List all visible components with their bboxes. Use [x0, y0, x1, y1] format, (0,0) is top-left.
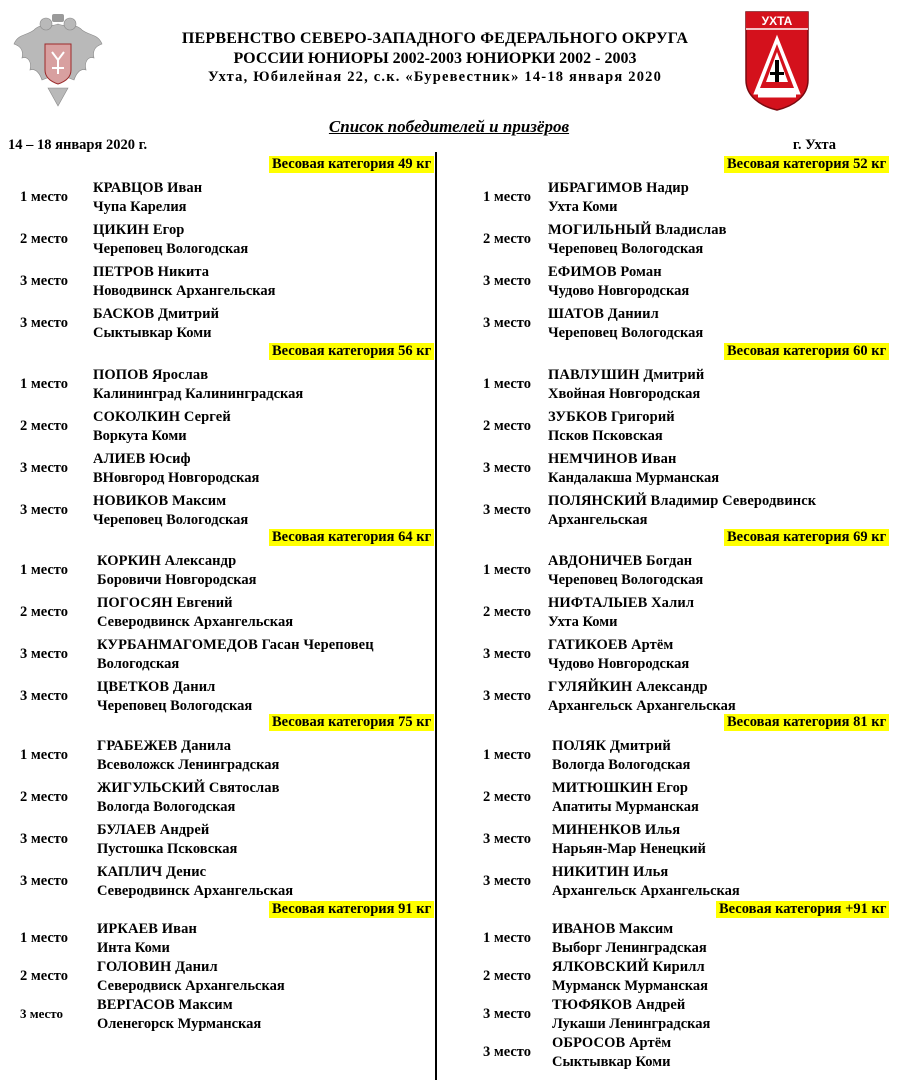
athlete-name: ИРКАЕВ Иван	[97, 921, 197, 937]
athlete-name: ШАТОВ Даниил	[548, 306, 659, 322]
athlete-club: Сыктывкар Коми	[552, 1054, 671, 1070]
place-label: 3 место	[20, 1006, 64, 1021]
place-label: 3 место	[483, 688, 531, 704]
athlete-club: Череповец Вологодская	[93, 512, 249, 528]
weight-category-label: Весовая категория 49 кг	[269, 156, 434, 173]
athlete-club: Череповец Вологодская	[93, 241, 249, 257]
place-label: 3 место	[20, 315, 68, 331]
athlete-club: Нарьян-Мар Ненецкий	[552, 841, 706, 857]
place-label: 3 место	[483, 646, 531, 662]
athlete-name: НИФТАЛЫЕВ Халил	[548, 595, 695, 611]
athlete-name: НЕМЧИНОВ Иван	[548, 451, 677, 467]
place-label: 2 место	[20, 789, 68, 805]
athlete-name: ЕФИМОВ Роман	[548, 264, 662, 280]
weight-category-label: Весовая категория 75 кг	[269, 714, 434, 731]
place-label: 1 место	[20, 747, 68, 763]
athlete-club: Сыктывкар Коми	[93, 325, 212, 341]
athlete-club: Псков Псковская	[548, 428, 663, 444]
athlete-club: Северодвиск Архангельская	[97, 978, 285, 994]
athlete-club: Череповец Вологодская	[548, 241, 704, 257]
place-label: 2 место	[20, 231, 68, 247]
athlete-name: КРАВЦОВ Иван	[93, 180, 203, 196]
weight-category-label: Весовая категория +91 кг	[716, 901, 889, 918]
athlete-name: НОВИКОВ Максим	[93, 493, 227, 509]
place-label: 3 место	[483, 315, 531, 331]
weight-category-label: Весовая категория 91 кг	[269, 901, 434, 918]
place-label: 2 место	[483, 604, 531, 620]
athlete-name: ЗУБКОВ Григорий	[548, 409, 675, 425]
athlete-name: НИКИТИН Илья	[552, 864, 669, 880]
athlete-name: ПОПОВ Ярослав	[93, 367, 209, 383]
place-label: 3 место	[20, 646, 68, 662]
place-label: 2 место	[483, 789, 531, 805]
athlete-name: ОБРОСОВ Артём	[552, 1035, 672, 1051]
weight-category-label: Весовая категория 64 кг	[269, 529, 434, 546]
athlete-name: ЦВЕТКОВ Данил	[97, 679, 216, 695]
athlete-name: ЯЛКОВСКИЙ Кирилл	[552, 959, 705, 975]
athlete-club: Архангельская	[548, 512, 648, 528]
athlete-name: ТЮФЯКОВ Андрей	[552, 997, 686, 1013]
place-label: 1 место	[20, 189, 68, 205]
athlete-club: Кандалакша Мурманская	[548, 470, 720, 486]
athlete-club: Вологодская	[97, 656, 180, 672]
athlete-club: Вологда Вологодская	[552, 757, 691, 773]
athlete-name: ГАТИКОЕВ Артём	[548, 637, 674, 653]
place-label: 3 место	[483, 460, 531, 476]
athlete-club: Архангельск Архангельская	[552, 883, 740, 899]
athlete-club: Чудово Новгородская	[548, 283, 690, 299]
athlete-name: МИТЮШКИН Егор	[552, 780, 689, 796]
athlete-club: Хвойная Новгородская	[548, 386, 701, 402]
weight-category-label: Весовая категория 81 кг	[724, 714, 889, 731]
athlete-name: МОГИЛЬНЫЙ Владислав	[548, 222, 727, 238]
place-label: 3 место	[483, 1044, 531, 1060]
athlete-name: ГУЛЯЙКИН Александр	[548, 679, 708, 695]
athlete-name: КАПЛИЧ Денис	[97, 864, 207, 880]
athlete-club: Череповец Вологодская	[97, 698, 253, 714]
athlete-club: Северодвинск Архангельская	[97, 883, 294, 899]
athlete-name: СОКОЛКИН Сергей	[93, 409, 231, 425]
place-label: 3 место	[483, 831, 531, 847]
athlete-name: КУРБАНМАГОМЕДОВ Гасан Череповец	[97, 637, 374, 653]
place-label: 3 место	[20, 460, 68, 476]
athlete-name: АЛИЕВ Юсиф	[93, 451, 191, 467]
athlete-name: ИБРАГИМОВ Надир	[548, 180, 689, 196]
athlete-name: ПОЛЯК Дмитрий	[552, 738, 671, 754]
athlete-club: Инта Коми	[97, 940, 170, 956]
place-label: 3 место	[483, 502, 531, 518]
athlete-name: МИНЕНКОВ Илья	[552, 822, 681, 838]
athlete-name: ПЕТРОВ Никита	[93, 264, 210, 280]
column-divider	[435, 152, 437, 1080]
athlete-name: ПОЛЯНСКИЙ Владимир Северодвинск	[548, 493, 817, 509]
athlete-club: Пустошка Псковская	[97, 841, 238, 857]
athlete-name: АВДОНИЧЕВ Богдан	[548, 553, 693, 569]
place-label: 2 место	[483, 231, 531, 247]
place-label: 1 место	[20, 376, 68, 392]
athlete-club: Череповец Вологодская	[548, 325, 704, 341]
athlete-name: ВЕРГАСОВ Максим	[97, 997, 233, 1013]
athlete-club: Выборг Ленинградская	[552, 940, 707, 956]
athlete-club: Воркута Коми	[93, 428, 187, 444]
athlete-club: Ухта Коми	[548, 199, 618, 215]
athlete-club: Боровичи Новгородская	[97, 572, 257, 588]
athlete-name: ГРАБЕЖЕВ Данила	[97, 738, 232, 754]
place-label: 1 место	[20, 930, 68, 946]
place-label: 3 место	[483, 873, 531, 889]
place-label: 1 место	[20, 562, 68, 578]
place-label: 1 место	[483, 376, 531, 392]
athlete-name: ПАВЛУШИН Дмитрий	[548, 367, 705, 383]
athlete-name: БУЛАЕВ Андрей	[97, 822, 210, 838]
athlete-club: Калининград Калининградская	[93, 386, 304, 402]
place-label: 1 место	[483, 189, 531, 205]
athlete-name: КОРКИН Александр	[97, 553, 237, 569]
document-subtitle: Список победителей и призёров	[328, 117, 570, 136]
athlete-name: ИВАНОВ Максим	[552, 921, 674, 937]
place-label: 2 место	[20, 418, 68, 434]
weight-category-label: Весовая категория 52 кг	[724, 156, 889, 173]
weight-category-label: Весовая категория 60 кг	[724, 343, 889, 360]
athlete-club: ВНовгород Новгородская	[93, 470, 260, 486]
place-label: 3 место	[20, 273, 68, 289]
athlete-club: Череповец Вологодская	[548, 572, 704, 588]
place-label: 3 место	[20, 502, 68, 518]
crest-text: УХТА	[761, 14, 793, 28]
event-city: г. Ухта	[792, 137, 836, 153]
place-label: 3 место	[20, 873, 68, 889]
athlete-club: Чупа Карелия	[93, 199, 187, 215]
athlete-club: Новодвинск Архангельская	[93, 283, 276, 299]
athlete-name: ГОЛОВИН Данил	[97, 959, 218, 975]
athlete-name: БАСКОВ Дмитрий	[93, 306, 220, 322]
athlete-name: ЦИКИН Егор	[93, 222, 185, 238]
weight-category-label: Весовая категория 69 кг	[724, 529, 889, 546]
athlete-club: Оленегорск Мурманская	[97, 1016, 262, 1032]
place-label: 2 место	[483, 418, 531, 434]
place-label: 2 место	[20, 968, 68, 984]
place-label: 1 место	[483, 562, 531, 578]
athlete-club: Всеволожск Ленинградская	[97, 757, 280, 773]
place-label: 1 место	[483, 747, 531, 763]
place-label: 3 место	[20, 688, 68, 704]
place-label: 3 место	[20, 831, 68, 847]
athlete-club: Мурманск Мурманская	[552, 978, 709, 994]
place-label: 3 место	[483, 273, 531, 289]
athlete-club: Северодвинск Архангельская	[97, 614, 294, 630]
event-venue-line: Ухта, Юбилейная 22, с.к. «Буревестник» 14-18 января 2020	[207, 69, 663, 85]
athlete-name: ЖИГУЛЬСКИЙ Святослав	[97, 780, 280, 796]
athlete-name: ПОГОСЯН Евгений	[97, 595, 233, 611]
place-label: 3 место	[483, 1006, 531, 1022]
athlete-club: Чудово Новгородская	[548, 656, 690, 672]
athlete-club: Вологда Вологодская	[97, 799, 236, 815]
athlete-club: Лукаши Ленинградская	[552, 1016, 711, 1032]
event-title-line1: ПЕРВЕНСТВО СЕВЕРО-ЗАПАДНОГО ФЕДЕРАЛЬНОГО ОКРУГА	[181, 30, 689, 47]
place-label: 2 место	[20, 604, 68, 620]
weight-category-label: Весовая категория 56 кг	[269, 343, 434, 360]
athlete-club: Апатиты Мурманская	[552, 799, 699, 815]
event-title-line2: РОССИИ ЮНИОРЫ 2002-2003 ЮНИОРКИ 2002 - 2003	[233, 50, 637, 67]
place-label: 2 место	[483, 968, 531, 984]
event-dates: 14 – 18 января 2020 г.	[8, 137, 148, 153]
place-label: 1 место	[483, 930, 531, 946]
athlete-club: Ухта Коми	[548, 614, 618, 630]
athlete-club: Архангельск Архангельская	[548, 698, 736, 714]
